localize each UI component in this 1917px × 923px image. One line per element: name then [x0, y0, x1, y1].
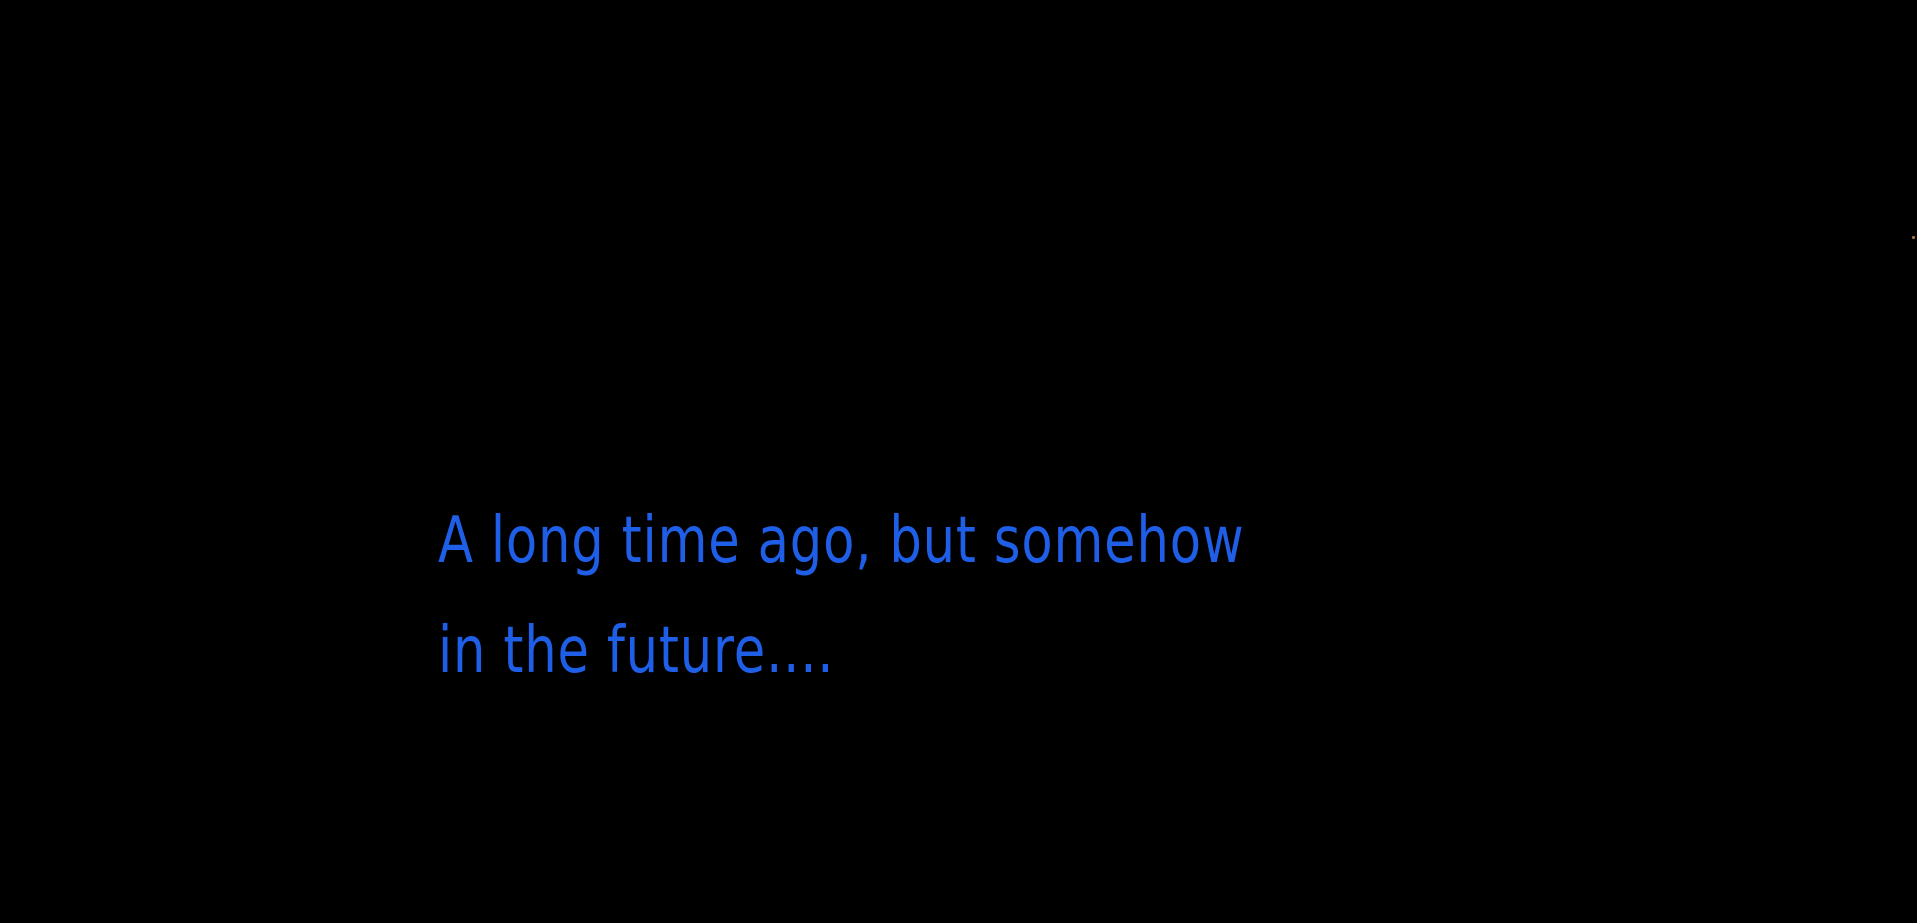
intro-text [438, 486, 1245, 706]
star-speck [1912, 236, 1915, 239]
intro-line-2: in the future.... [438, 614, 835, 688]
intro-line-1: A long time ago, but somehow [438, 504, 1245, 578]
